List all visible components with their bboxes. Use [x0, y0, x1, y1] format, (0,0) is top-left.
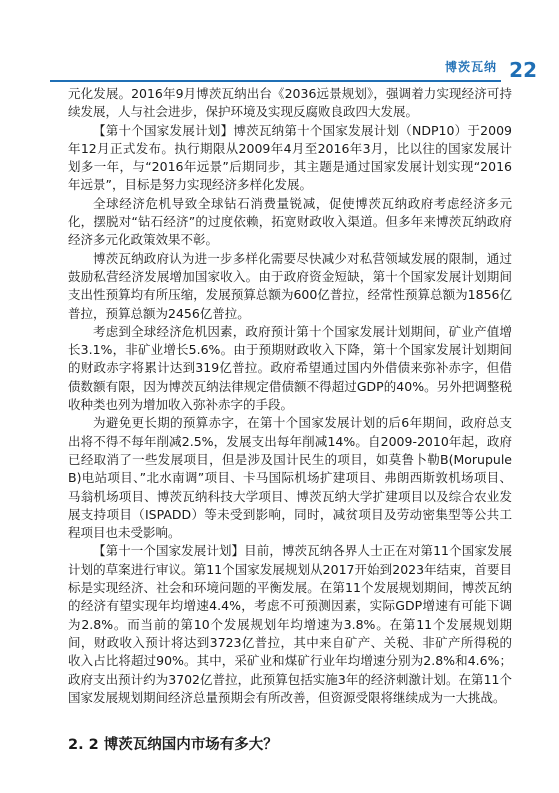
- paragraph-crisis: 全球经济危机导致全球钻石消费量锐减，促使博茨瓦纳政府考虑经济多元化，摆脱对“钻石经济”的过度依赖，拓宽财政收入渠道。但多年来博茨瓦纳政府经济多元化政策效果不彰。: [68, 195, 512, 248]
- paragraph-deficit: 考虑到全球经济危机因素，政府预计第十个国家发展计划期间，矿业产值增长3.1%，非矿业增长5.6%。由于预期财政收入下降，第十个国家发展计划期间的财政赤字将累计达到319亿普拉。政府希望通过国内外借债来弥补赤字，但借债数额有限，因为博茨瓦纳法律规定借债额不得超过GDP的40%。另外把调整税收种类也列为增加收入弥补赤字的手段。: [68, 323, 512, 413]
- paragraph-ndp10: 【第十个国家发展计划】博茨瓦纳第十个国家发展计划（NDP10）于2009年12月正式发布。执行期限从2009年4月至2016年3月，比以往的国家发展计划多一年，与“2016年远景”后期同步，其主题是通过国家发展计划实现“2016年远景”，目标是努力实现经济多样化发展。: [68, 122, 512, 193]
- section-heading: 2. 2 博茨瓦纳国内市场有多大？: [68, 737, 278, 753]
- body-text: [68, 85, 512, 707]
- header-rule: [50, 80, 501, 82]
- paragraph-budget-cuts: 为避免更长期的预算赤字，在第十个国家发展计划的后6年期间，政府总支出将不得不每年削减2.5%，发展支出每年削减14%。自2009-2010年起，政府已经取消了一些发展项目，但是涉及国计民生的项目，如莫鲁卜勒B(Morupule B)电站项目、”北水南调”项目、卡马国际机场扩建项目、弗朗西斯敦机场项目、马翁机场项目、博茨瓦纳科技大学项目、博茨瓦纳大学扩建项目以及综合农业发展支持项目（ISPADD）等未受到影响，同时，减贫项目及劳动密集型等公共工程项目也未受影响。: [68, 415, 512, 541]
- page-number: 22: [509, 58, 537, 82]
- page-header: [0, 0, 559, 90]
- paragraph-ndp11: 【第十一个国家发展计划】目前，博茨瓦纳各界人士正在对第11个国家发展计划的草案进行审议。第11个国家发展规划从2017开始到2023年结束，首要目标是实现经济、社会和环境问题的平衡发展。在第11个发展规划期间，博茨瓦纳的经济有望实现年均增速4.4%，考虑不可预测因素，实际GDP增速有可能下调为2.8%。而当前的第10个发展规划年均增速为3.8%。在第11个发展规划期间，财政收入预计将达到3723亿普拉，其中来自矿产、关税、非矿产所得税的收入占比将超过90%。其中，采矿业和煤矿行业年均增速分别为2.8%和4.6%；政府支出预计约为3702亿普拉，此预算包括实施3年的经济刺激计划。在第11个国家发展规划期间经济总量预期会有所改善，但资源受限将继续成为一大挑战。: [68, 543, 512, 705]
- paragraph-private-sector: 博茨瓦纳政府认为进一步多样化需要尽快减少对私营领域发展的限制，通过鼓励私营经济发展增加国家收入。由于政府资金短缺，第十个国家发展计划期间支出性预算均有所压缩，发展预算总额为600亿普拉，经常性预算总额为1856亿普拉，预算总额为2456亿普拉。: [68, 250, 512, 321]
- paragraph-continued: 元化发展。2016年9月博茨瓦纳出台《2036远景规划》，强调着力实现经济可持续发展，人与社会进步，保护环境及实现反腐败良政四大发展。: [68, 86, 512, 120]
- running-header-title: 博茨瓦纳: [444, 60, 497, 74]
